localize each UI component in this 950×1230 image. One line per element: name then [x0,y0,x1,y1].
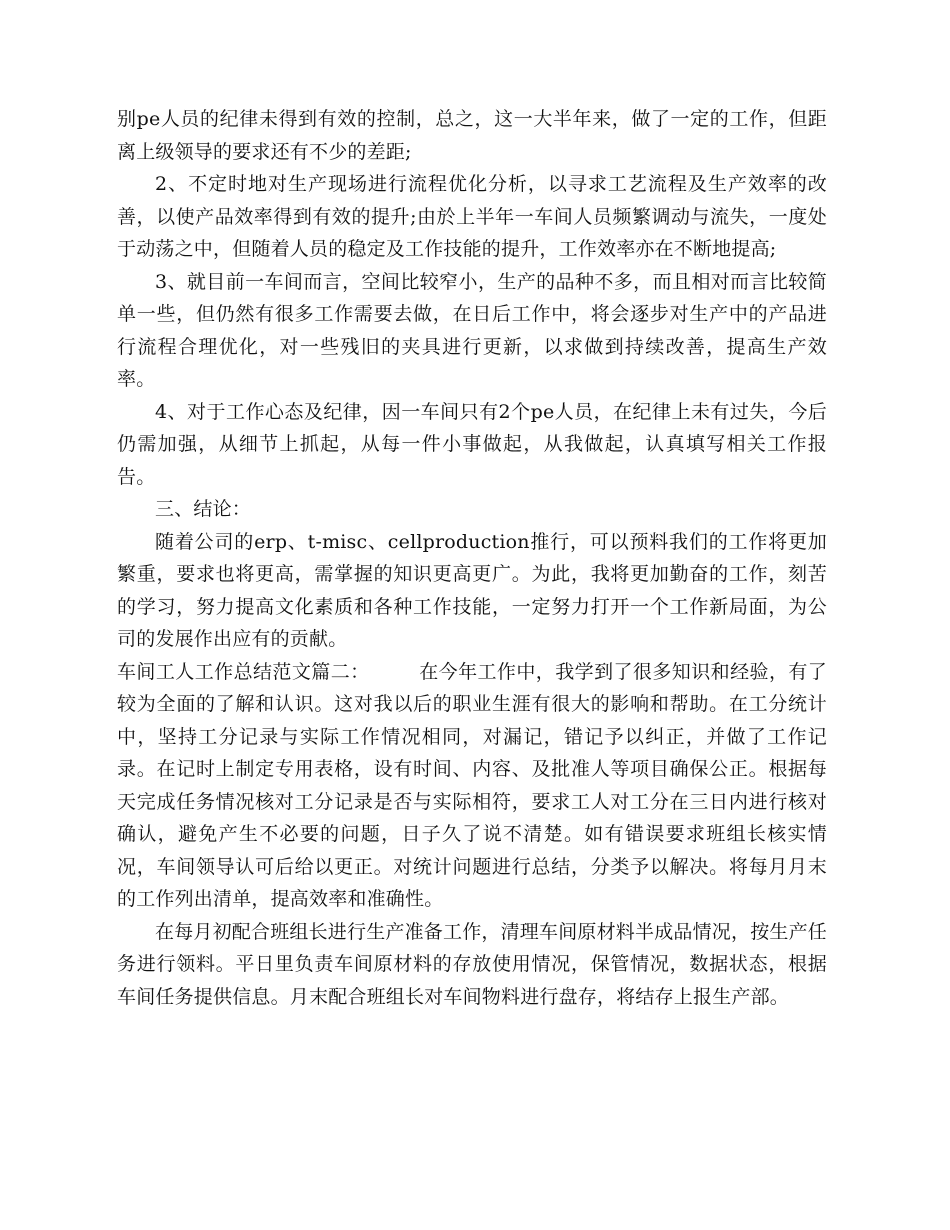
paragraph-continuation: 别pe人员的纪律未得到有效的控制，总之，这一大半年来，做了一定的工作，但距离上级领导的要求还有不少的差距; [117,108,827,163]
paragraph-item-3: 3、就目前一车间而言，空间比较窄小，生产的品种不多，而且相对而言比较简单一些，但仍然有很多工作需要去做，在日后工作中，将会逐步对生产中的产品进行流程合理优化，对一些残旧的夹具进行更新，以求做到持续改善，提高生产效率。 [117,270,827,390]
section-two-body: 在今年工作中，我学到了很多知识和经验，有了较为全面的了解和认识。这对我以后的职业生涯有很大的影响和帮助。在工分统计中，坚持工分记录与实际工作情况相同，对漏记，错记予以纠正，并做了工作记录。在记时上制定专用表格，设有时间、内容、及批准人等项目确保公正。根据每天完成任务情况核对工分记录是否与实际相符，要求工人对工分在三日内进行核对确认，避免产生不必要的问题，日子久了说不清楚。如有错误要求班组长核实情况，车间领导认可后给以更正。对统计问题进行总结，分类予以解决。将每月月末的工作列出清单，提高效率和准确性。 [117,660,828,910]
section-two-paragraph [117,656,827,916]
section-two-heading: 车间工人工作总结范文篇二： [117,660,370,683]
paragraph-conclusion: 随着公司的erp、t-misc、cellproduction推行，可以预料我们的工作将更加繁重，要求也将更高，需掌握的知识更高更广。为此，我将更加勤奋的工作，刻苦的学习，努力提高文化素质和各种工作技能，一定努力打开一个工作新局面，为公司的发展作出应有的贡献。 [117,530,827,650]
paragraph-last: 在每月初配合班组长进行生产准备工作，清理车间原材料半成品情况，按生产任务进行领料。平日里负责车间原材料的存放使用情况，保管情况，数据状态，根据车间任务提供信息。月末配合班组长对车间物料进行盘存，将结存上报生产部。 [117,920,828,1008]
paragraph-item-4: 4、对于工作心态及纪律，因一车间只有2个pe人员，在纪律上未有过失，今后仍需加强，从细节上抓起，从每一件小事做起，从我做起，认真填写相关工作报告。 [117,400,827,488]
paragraph-item-2: 2、不定时地对生产现场进行流程优化分析，以寻求工艺流程及生产效率的改善，以使产品效率得到有效的提升;由於上半年一车间人员频繁调动与流失，一度处于动荡之中，但随着人员的稳定及工作技能的提升，工作效率亦在不断地提高; [117,173,827,260]
section-heading-conclusion: 三、结论： [155,498,252,520]
document-page [117,103,827,1013]
